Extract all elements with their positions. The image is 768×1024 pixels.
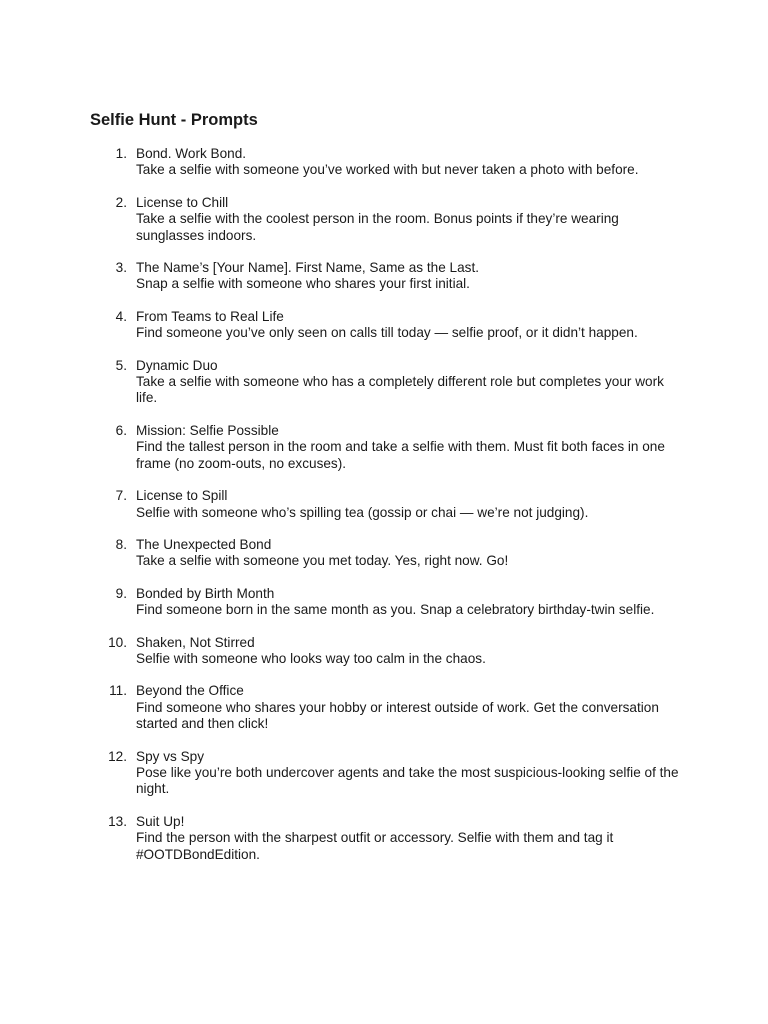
prompt-item — [0, 309, 768, 342]
prompt-item — [0, 260, 768, 293]
prompt-number: 3. — [115, 260, 127, 276]
prompt-number: 2. — [115, 194, 127, 210]
prompt-name: Beyond the Office — [136, 683, 244, 699]
prompt-text — [136, 683, 681, 732]
prompt-name: Suit Up! — [136, 813, 185, 829]
prompt-text — [136, 635, 681, 668]
prompt-number: 9. — [115, 585, 127, 601]
prompt-text — [136, 537, 681, 570]
prompt-name: The Unexpected Bond — [136, 536, 272, 552]
prompt-description: Take a selfie with the coolest person in the room. Bonus points if they’re wearing sunglasses indoors. — [136, 211, 619, 243]
prompt-description: Selfie with someone who looks way too calm in the chaos. — [136, 650, 486, 666]
prompt-item — [0, 146, 768, 179]
prompt-text — [136, 309, 681, 342]
prompt-description: Snap a selfie with someone who shares your first initial. — [136, 276, 470, 292]
prompt-description: Selfie with someone who’s spilling tea (gossip or chai — we’re not judging). — [136, 504, 589, 520]
prompt-number: 5. — [115, 357, 127, 373]
prompt-text — [136, 146, 681, 179]
prompt-text — [136, 358, 681, 407]
prompt-item — [0, 814, 768, 863]
prompt-description: Pose like you’re both undercover agents and take the most suspicious-looking selfie of the night. — [136, 764, 679, 797]
prompt-item — [0, 195, 768, 244]
prompt-number: 4. — [115, 308, 127, 324]
prompt-name: Dynamic Duo — [136, 357, 218, 373]
prompt-description: Find someone you’ve only seen on calls till today — selfie proof, or it didn’t happen. — [136, 325, 638, 341]
prompt-description: Take a selfie with someone who has a completely different role but completes your work life. — [136, 374, 664, 406]
prompt-description: Take a selfie with someone you met today. Yes, right now. Go! — [136, 553, 509, 569]
prompt-number: 6. — [115, 422, 127, 438]
prompt-name: License to Spill — [136, 488, 228, 504]
prompt-text — [136, 586, 681, 619]
document-title: Selfie Hunt - Prompts — [90, 111, 258, 129]
prompt-item — [0, 635, 768, 668]
prompt-name: Mission: Selfie Possible — [136, 422, 279, 438]
prompt-number: 7. — [115, 488, 127, 504]
prompt-description: Find the person with the sharpest outfit or accessory. Selfie with them and tag it #OOTDBondEdition. — [136, 830, 614, 862]
prompt-number: 8. — [115, 536, 127, 552]
prompt-name: Bonded by Birth Month — [136, 585, 275, 601]
prompt-name: License to Chill — [136, 194, 229, 210]
prompt-number: 10. — [108, 634, 127, 650]
prompt-name: The Name’s [Your Name]. First Name, Same as the Last. — [136, 260, 480, 276]
prompt-number: 11. — [109, 683, 127, 699]
prompt-text — [136, 195, 681, 244]
prompt-text — [136, 260, 681, 293]
prompt-name: From Teams to Real Life — [136, 308, 284, 324]
prompt-description: Take a selfie with someone you’ve worked with but never taken a photo with before. — [136, 162, 639, 178]
prompt-number: 13. — [108, 813, 127, 829]
prompt-text — [136, 814, 681, 863]
prompt-text — [136, 488, 681, 521]
prompt-name: Shaken, Not Stirred — [136, 634, 255, 650]
prompt-name: Spy vs Spy — [136, 748, 204, 764]
prompt-description: Find the tallest person in the room and take a selfie with them. Must fit both faces in one frame (no zoom-outs, no excuses). — [136, 439, 665, 471]
prompt-item — [0, 683, 768, 732]
prompt-list — [0, 146, 768, 879]
prompt-item — [0, 586, 768, 619]
prompt-description: Find someone who shares your hobby or interest outside of work. Get the conversation started and then click! — [136, 699, 659, 732]
prompt-number: 12. — [108, 748, 127, 764]
prompt-item — [0, 358, 768, 407]
prompt-item — [0, 423, 768, 472]
prompt-number: 1. — [115, 146, 127, 161]
prompt-item — [0, 488, 768, 521]
prompt-item — [0, 537, 768, 570]
prompt-item — [0, 749, 768, 798]
prompt-text — [136, 423, 681, 472]
prompt-description: Find someone born in the same month as you. Snap a celebratory birthday-twin selfie. — [136, 602, 655, 618]
prompt-name: Bond. Work Bond. — [136, 146, 247, 161]
prompt-text — [136, 749, 681, 798]
